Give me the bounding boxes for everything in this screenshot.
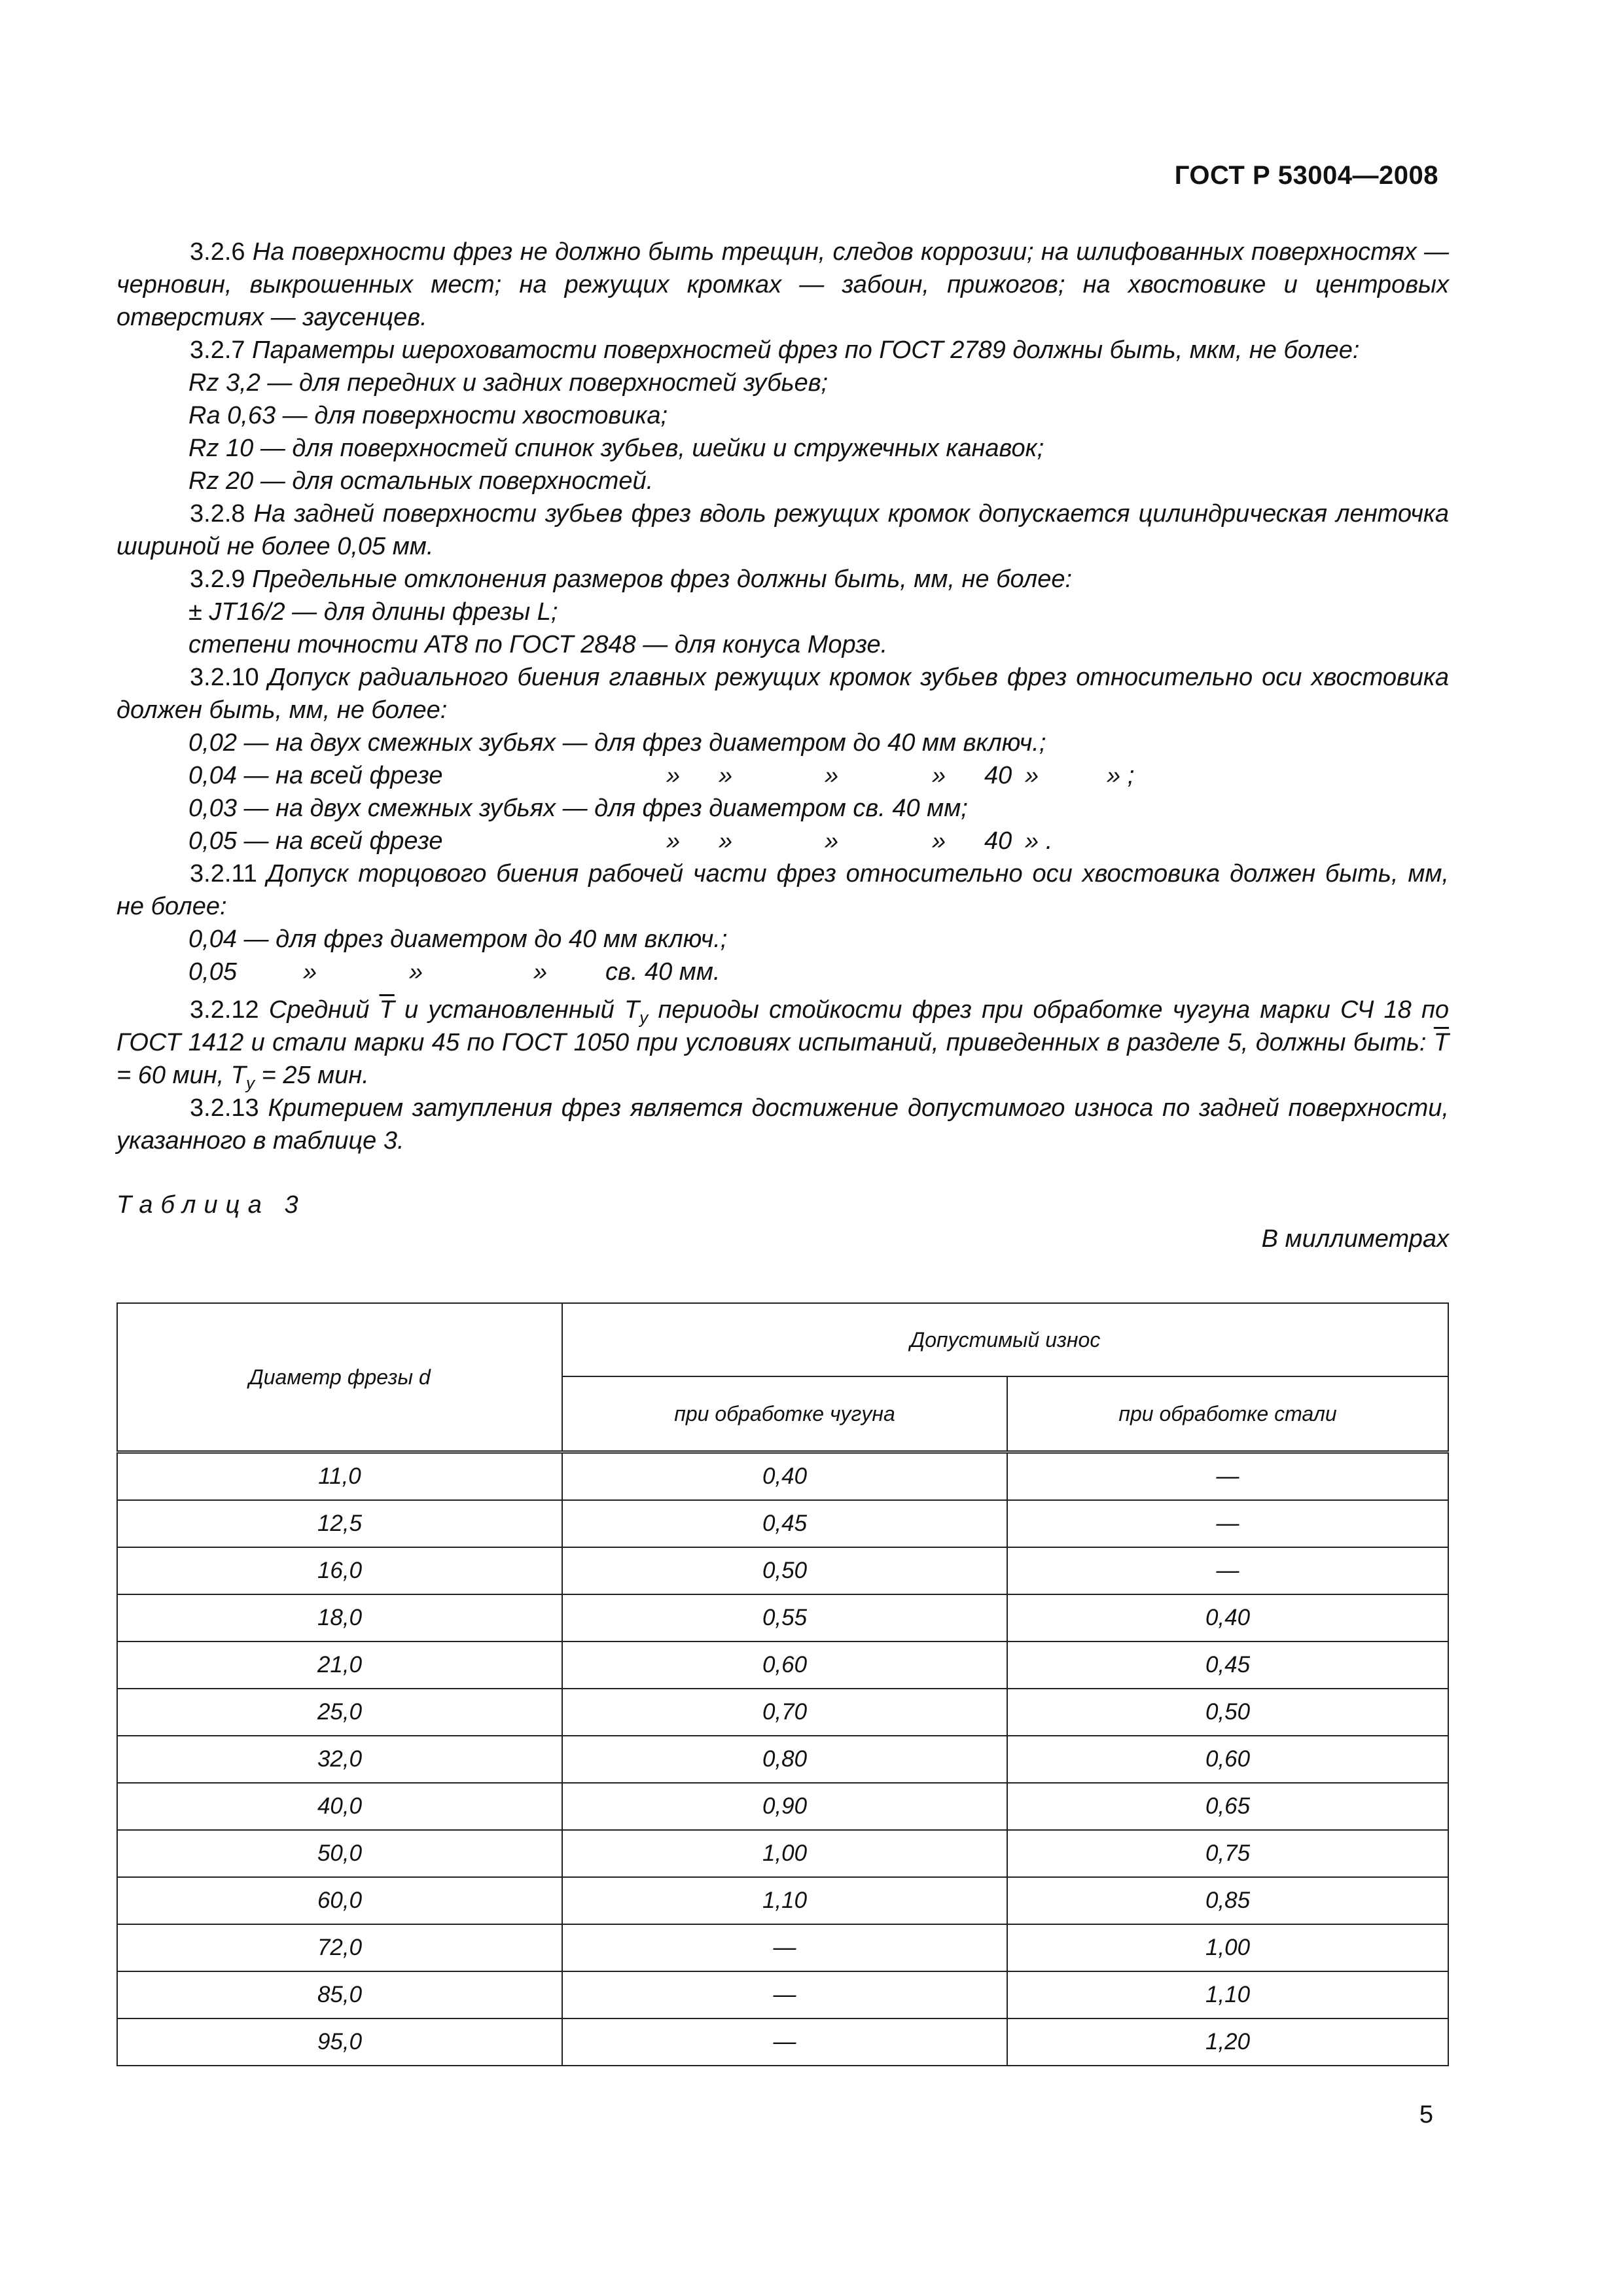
cell-wear-cast-iron: 0,90 [562,1783,1007,1830]
paragraph-text: = 60 мин, [116,1062,224,1089]
table-row [117,2018,1448,2066]
cell-wear-cast-iron: 0,70 [562,1689,1007,1736]
cell-wear-cast-iron: 0,45 [562,1500,1007,1547]
list-item [116,825,1449,857]
paragraph-text: Допуск радиального биения главных режущих кромок зубьев фрез относительно оси хвостовика должен быть, мм, не более: [116,664,1449,724]
table-row [117,1547,1448,1594]
paragraph-number: 3.2.13 [190,1094,259,1122]
ditto-lead: 0,05 [188,958,237,986]
symbol-subscript: у [246,1073,255,1093]
paragraph-number: 3.2.10 [190,664,259,691]
cell-wear-cast-iron: 0,60 [562,1641,1007,1689]
cell-wear-steel: 0,85 [1007,1877,1448,1924]
document-header: ГОСТ Р 53004—2008 [1174,161,1438,190]
paragraph-text: Предельные отклонения размеров фрез должны быть, мм, не более: [252,565,1073,593]
list-item: Rz 3,2 — для передних и задних поверхностей зубьев; [188,369,829,397]
paragraph-text: Критерием затупления фрез является достижение допустимого износа по задней поверхности, указанного в таблице 3. [116,1094,1449,1155]
paragraph-number: 3.2.7 [190,336,245,364]
mean-life-symbol: $\overline{T}$ [1433,1029,1450,1056]
cell-diameter: 50,0 [117,1830,562,1877]
ditto-mark: » [932,762,946,789]
cell-wear-steel: 0,50 [1007,1689,1448,1736]
list-item [116,759,1449,792]
list-item: 0,04 — для фрез диаметром до 40 мм включ.; [188,925,728,953]
cell-wear-steel: 1,20 [1007,2018,1448,2066]
paragraph-number: 3.2.6 [190,238,245,266]
paragraph-text: периоды стойкости фрез при обработке чугуна марки СЧ 18 по ГОСТ 1412 и стали марки 45 по ГОСТ 1050 при условиях испытаний, приведенных в разделе 5, должны быть: [116,996,1450,1056]
cell-diameter: 16,0 [117,1547,562,1594]
ditto-lead: 0,05 — на всей фрезе [188,827,443,855]
ditto-mark: » [303,958,317,986]
cell-diameter: 60,0 [117,1877,562,1924]
list-item: ± JT16/2 — для длины фрезы L; [188,598,558,626]
cell-diameter: 11,0 [117,1452,562,1501]
cell-wear-steel: — [1007,1547,1448,1594]
table-header-row [117,1303,1448,1376]
table-row [117,1689,1448,1736]
table-units: В миллиметрах [1261,1225,1449,1253]
table-row [117,1971,1448,2018]
table-caption: Таблица 3 [116,1191,306,1219]
column-header-diameter: Диаметр фрезы d [117,1303,562,1452]
set-life-symbol [624,996,649,1028]
paragraph-3-2-9 [116,563,1449,596]
paragraph-3-2-13 [116,1092,1449,1157]
ditto-value: 40 [984,827,1012,855]
table-row [117,1500,1448,1547]
symbol-letter: T [230,1062,247,1089]
ditto-mark: » [666,762,681,789]
ditto-mark: » [719,827,733,855]
ditto-mark: » [825,827,839,855]
cell-wear-steel: 1,00 [1007,1924,1448,1971]
cell-diameter: 32,0 [117,1736,562,1783]
page-number: 5 [1419,2101,1433,2128]
paragraph-text: = 25 мин. [261,1062,369,1089]
ditto-value: св. 40 мм. [605,958,721,986]
cell-wear-cast-iron: — [562,1924,1007,1971]
column-header-wear: Допустимый износ [562,1303,1448,1376]
ditto-mark: » [1025,762,1039,789]
cell-wear-cast-iron: 1,10 [562,1877,1007,1924]
paragraph-text: На поверхности фрез не должно быть трещин, следов коррозии; на шлифованных поверхностях — черновин, выкрошенных мест; на режущих кромках — забоин, прижогов; на хвостовике и центровых отверстиях — заусенцев. [116,238,1450,331]
list-item [116,956,1449,988]
cell-diameter: 95,0 [117,2018,562,2066]
ditto-mark: » [825,762,839,789]
table-row [117,1594,1448,1641]
paragraph-3-2-11 [116,857,1449,923]
wear-table [116,1302,1449,2066]
table-row [117,1736,1448,1783]
paragraph-3-2-12 [116,994,1449,1092]
cell-wear-cast-iron: 1,00 [562,1830,1007,1877]
table-row [117,1452,1448,1501]
list-item: Rz 20 — для остальных поверхностей. [188,467,654,495]
cell-wear-cast-iron: 0,40 [562,1452,1007,1501]
cell-wear-cast-iron: — [562,2018,1007,2066]
symbol-subscript: у [639,1007,649,1028]
cell-diameter: 18,0 [117,1594,562,1641]
paragraph-text: и установленный [404,996,615,1024]
cell-wear-steel: 0,40 [1007,1594,1448,1641]
cell-wear-steel: — [1007,1500,1448,1547]
cell-wear-cast-iron: 0,50 [562,1547,1007,1594]
cell-wear-cast-iron: — [562,1971,1007,2018]
paragraph-text: Допуск торцового биения рабочей части фрез относительно оси хвостовика должен быть, мм, не более: [116,860,1449,920]
list-item: Ra 0,63 — для поверхности хвостовика; [188,402,668,429]
ditto-mark: » [533,958,548,986]
cell-wear-steel: 1,10 [1007,1971,1448,2018]
table-row [117,1641,1448,1689]
paragraph-number: 3.2.11 [190,860,257,888]
cell-diameter: 40,0 [117,1783,562,1830]
ditto-mark: » [719,762,733,789]
paragraph-text: Параметры шероховатости поверхностей фрез по ГОСТ 2789 должны быть, мкм, не более: [252,336,1360,364]
list-item: 0,02 — на двух смежных зубьях — для фрез диаметром до 40 мм включ.; [188,729,1046,757]
cell-wear-cast-iron: 0,55 [562,1594,1007,1641]
ditto-mark: » [409,958,423,986]
table-row [117,1783,1448,1830]
cell-wear-steel: 0,75 [1007,1830,1448,1877]
paragraph-number: 3.2.9 [190,565,245,593]
cell-wear-steel: 0,60 [1007,1736,1448,1783]
cell-wear-steel: 0,65 [1007,1783,1448,1830]
ditto-mark: » [932,827,946,855]
table-row [117,1877,1448,1924]
ditto-mark: » [666,827,681,855]
cell-wear-cast-iron: 0,80 [562,1736,1007,1783]
cell-diameter: 12,5 [117,1500,562,1547]
ditto-mark: » . [1025,827,1053,855]
document-body [116,236,1449,1255]
paragraph-3-2-10 [116,661,1449,726]
paragraph-3-2-7 [116,334,1449,367]
paragraph-3-2-6 [116,236,1449,334]
cell-diameter: 85,0 [117,1971,562,2018]
paragraph-number: 3.2.12 [190,996,259,1024]
ditto-lead: 0,04 — на всей фрезе [188,762,443,789]
column-header-cast-iron: при обработке чугуна [562,1376,1007,1452]
paragraph-number: 3.2.8 [190,500,245,528]
paragraph-3-2-8 [116,497,1449,563]
cell-diameter: 72,0 [117,1924,562,1971]
cell-diameter: 25,0 [117,1689,562,1736]
symbol-letter: T [624,996,640,1024]
table-row [117,1830,1448,1877]
list-item: 0,03 — на двух смежных зубьях — для фрез диаметром св. 40 мм; [188,795,968,822]
ditto-mark: » ; [1107,762,1135,789]
table-row [117,1924,1448,1971]
cell-diameter: 21,0 [117,1641,562,1689]
cell-wear-steel: 0,45 [1007,1641,1448,1689]
ditto-value: 40 [984,762,1012,789]
paragraph-text: Средний [268,996,370,1024]
column-header-steel: при обработке стали [1007,1376,1448,1452]
list-item: Rz 10 — для поверхностей спинок зубьев, шейки и стружечных канавок; [188,435,1044,462]
list-item: степени точности АТ8 по ГОСТ 2848 — для конуса Морзе. [188,631,888,658]
cell-wear-steel: — [1007,1452,1448,1501]
mean-life-symbol: $\overline{T}$ [379,996,395,1024]
set-life-symbol [230,1062,255,1093]
paragraph-text: На задней поверхности зубьев фрез вдоль режущих кромок допускается цилиндрическая ленточка шириной не более 0,05 мм. [116,500,1450,560]
